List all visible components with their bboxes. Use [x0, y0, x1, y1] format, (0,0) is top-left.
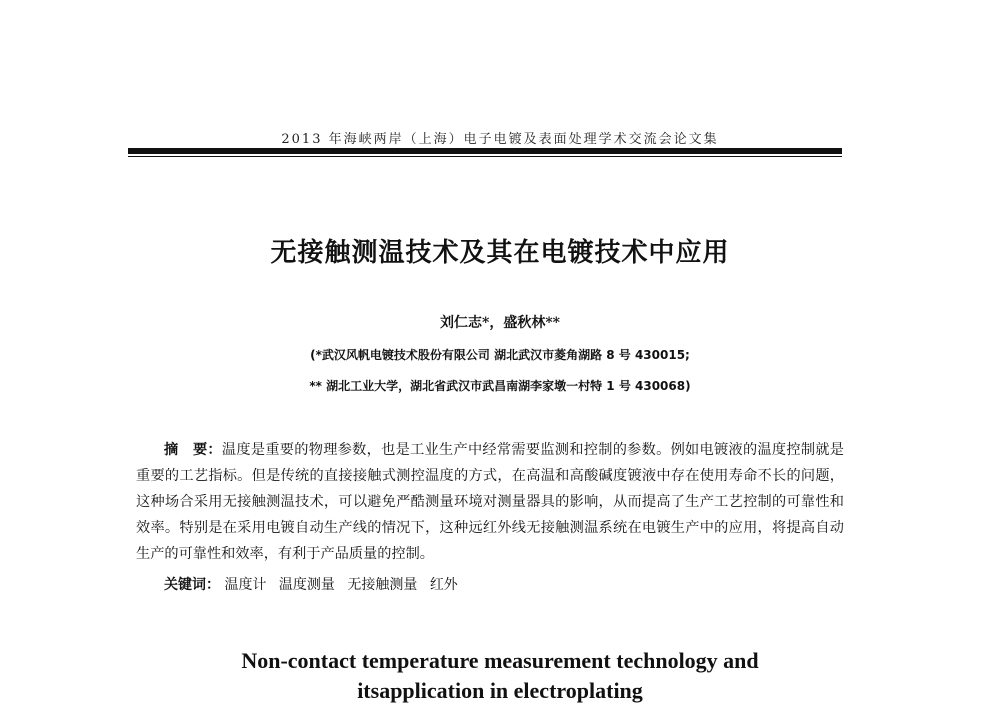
affiliation-1: (*武汉风帆电镀技术股份有限公司 湖北武汉市菱角湖路 8 号 430015; [310, 348, 690, 362]
paper-title-en [0, 646, 1000, 706]
keyword-item: 温度测量 [278, 577, 335, 593]
header-rule-thick [128, 148, 842, 154]
keyword-item: 温度计 [224, 577, 267, 593]
paper-title-en-line-1: Non-contact temperature measurement technology and [241, 648, 759, 673]
paper-title-cn: 无接触测温技术及其在电镀技术中应用 [270, 238, 730, 268]
paper-title-en-line-2: itsapplication in electroplating [357, 678, 643, 703]
keywords-label: 关键词： [164, 577, 220, 593]
abstract-label: 摘 要： [164, 442, 222, 458]
affiliation-2: ** 湖北工业大学，湖北省武汉市武昌南湖李家墩一村特 1 号 430068) [309, 379, 691, 393]
keywords [164, 574, 844, 594]
authors: 刘仁志*，盛秋林** [440, 315, 560, 331]
abstract-text: 温度是重要的物理参数，也是工业生产中经常需要监测和控制的参数。例如电镀液的温度控制就是重要的工艺指标。但是传统的直接接触式测控温度的方式，在高温和高酸碱度镀液中存在使用寿命不长的问题，这种场合采用无接触测温技术，可以避免严酷测量环境对测量器具的影响，从而提高了生产工艺控制的可靠性和效率。特别是在采用电镀自动生产线的情况下，这种远红外线无接触测温系统在电镀生产中的应用，将提高自动生产的可靠性和效率，有利于产品质量的控制。 [136, 442, 844, 562]
abstract [136, 437, 844, 567]
keyword-item: 无接触测量 [347, 577, 418, 593]
running-header: 2013 年海峡两岸（上海）电子电镀及表面处理学术交流会论文集 [281, 132, 719, 147]
keyword-item: 红外 [429, 577, 458, 593]
header-rule-thin [128, 156, 842, 157]
